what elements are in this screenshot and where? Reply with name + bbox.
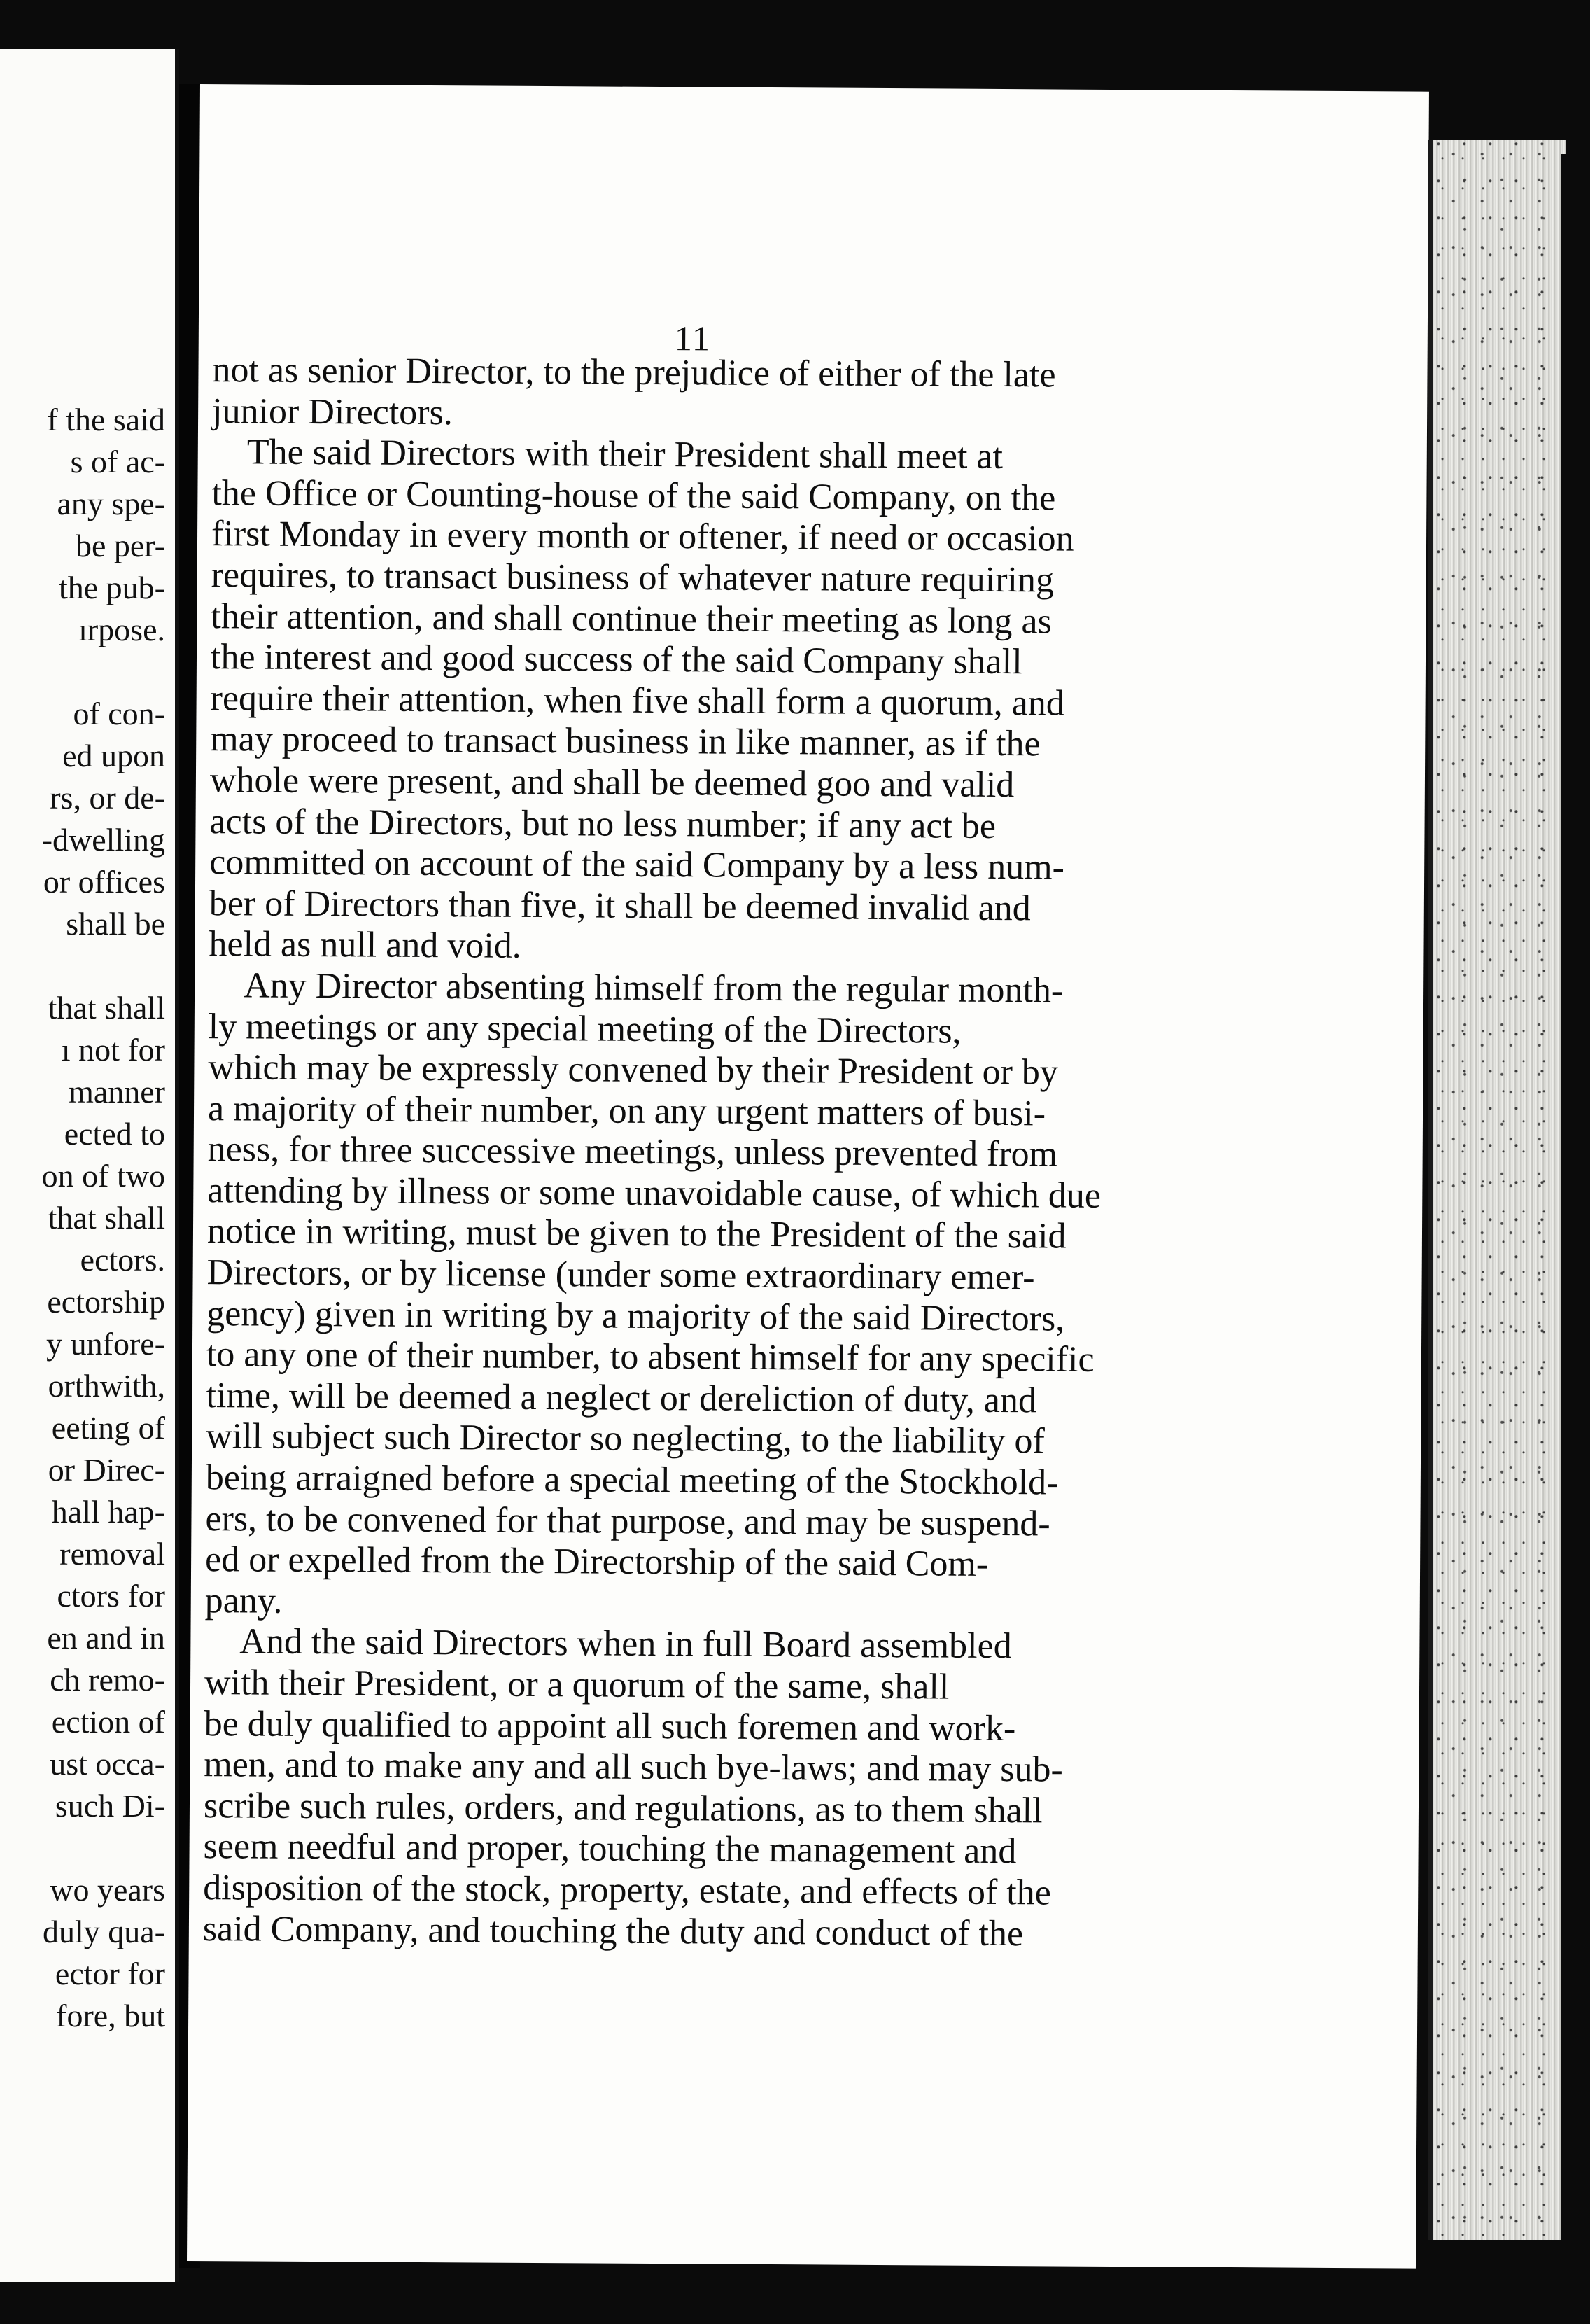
text-line: first Monday in every month or oftener, if need or occasion: [211, 514, 1074, 560]
text-line: men, and to make any and all such bye-laws; and may sub-: [204, 1744, 1063, 1790]
left-page-line: be per-: [75, 528, 165, 564]
left-page-line: duly qua-: [42, 1914, 165, 1949]
right-page: [187, 84, 1429, 2269]
left-page-line: fore, but: [56, 1998, 165, 2033]
text-line: being arraigned before a special meeting of the Stockhold-: [205, 1457, 1059, 1503]
text-line: notice in writing, must be given to the President of the said: [206, 1211, 1067, 1257]
left-page-line: [0, 945, 165, 987]
left-page-line: on of two: [41, 1158, 165, 1194]
left-page-line: removal: [59, 1536, 165, 1572]
left-page-line: any spe-: [57, 486, 165, 522]
text-line: ed or expelled from the Directorship of the said Com-: [204, 1539, 989, 1585]
left-page-line: [0, 651, 165, 693]
text-line: ness, for three successive meetings, unless prevented from: [207, 1129, 1058, 1175]
page-edges: [1428, 140, 1566, 2240]
text-line: requires, to transact business of whatever nature requiring: [211, 555, 1055, 601]
page-number: 11: [674, 318, 712, 358]
text-line: not as senior Director, to the prejudice of either of the late: [212, 350, 1056, 396]
text-line: a majority of their number, on any urgent matters of busi-: [207, 1088, 1046, 1134]
left-page-line: or Direc-: [48, 1452, 165, 1488]
text-line: to any one of their number, to absent himself for any specific: [206, 1334, 1095, 1380]
left-page-line: -dwelling: [41, 822, 165, 858]
text-line: the Office or Counting-house of the said Company, on the: [211, 472, 1056, 519]
left-page-line: ırpose.: [78, 612, 165, 648]
text-line: disposition of the stock, property, estate, and effects of the: [203, 1868, 1051, 1913]
text-line: gency) given in writing by a majority of the said Directors,: [206, 1293, 1065, 1339]
left-page-line: ch remo-: [50, 1662, 165, 1698]
left-page-line: ectors.: [80, 1242, 165, 1278]
text-line: scribe such rules, orders, and regulations, as to them shall: [203, 1785, 1043, 1831]
text-line: will subject such Director so neglecting, to the liability of: [206, 1416, 1045, 1462]
left-page-line: hall hap-: [51, 1494, 165, 1530]
text-line: ers, to be convened for that purpose, and may be suspend-: [205, 1498, 1050, 1544]
left-page-line: f the said: [47, 402, 165, 438]
left-page-line: rs, or de-: [50, 780, 165, 816]
left-page-line: such Di-: [55, 1788, 165, 1823]
left-page-line: eeting of: [51, 1410, 165, 1446]
text-line: whole were present, and shall be deemed goo and valid: [209, 760, 1015, 806]
text-line: attending by illness or some unavoidable cause, of which due: [207, 1170, 1102, 1216]
edge-texture: [1433, 140, 1566, 2240]
left-page-line: the pub-: [58, 570, 165, 606]
left-page-line: en and in: [47, 1620, 165, 1656]
left-page-line: or offices: [43, 864, 165, 899]
left-page-line: [0, 1827, 165, 1869]
left-page-line: ection of: [51, 1704, 165, 1740]
left-page-line: ctors for: [57, 1578, 165, 1614]
text-line: time, will be deemed a neglect or dereliction of duty, and: [206, 1375, 1037, 1421]
left-page-line: ector for: [55, 1956, 165, 1991]
text-line: held as null and void.: [209, 924, 521, 967]
text-line: Directors, or by license (under some extraordinary emer-: [206, 1252, 1035, 1298]
text-line: may proceed to transact business in like manner, as if the: [210, 719, 1041, 764]
left-page: [0, 49, 179, 2282]
text-line: with their President, or a quorum of the same, shall: [204, 1662, 950, 1707]
left-page-line: of con-: [73, 696, 165, 732]
left-page-text: [0, 399, 165, 2037]
text-line: said Company, and touching the duty and conduct of the: [202, 1908, 1024, 1954]
page-body-text: [203, 350, 1179, 1956]
text-line: committed on account of the said Company by a less num-: [209, 842, 1065, 888]
left-page-line: wo years: [50, 1872, 165, 1907]
text-line: The said Directors with their President shall meet at: [246, 432, 1004, 477]
text-line: acts of the Directors, but no less number; if any act be: [209, 801, 997, 846]
left-page-line: ust occa-: [50, 1746, 165, 1782]
left-page-line: that shall: [48, 990, 165, 1026]
left-page-line: s of ac-: [70, 444, 165, 479]
left-page-line: orthwith,: [48, 1368, 165, 1404]
text-line: ly meetings or any special meeting of the Directors,: [208, 1006, 962, 1051]
text-line: And the said Directors when in full Board assembled: [239, 1621, 1012, 1667]
background-edge: [1561, 154, 1590, 2254]
left-page-line: manner: [69, 1074, 165, 1110]
left-page-line: that shall: [48, 1200, 165, 1236]
text-line: ber of Directors than five, it shall be deemed invalid and: [209, 883, 1031, 928]
text-line: seem needful and proper, touching the management and: [203, 1826, 1017, 1872]
left-page-line: shall be: [66, 906, 165, 941]
text-line: require their attention, when five shall form a quorum, and: [210, 678, 1064, 724]
text-line: Any Director absenting himself from the regular month-: [243, 965, 1064, 1011]
text-line: the interest and good success of the said Company shall: [210, 637, 1022, 682]
text-line: be duly qualified to appoint all such foremen and work-: [204, 1703, 1016, 1749]
left-page-line: ı not for: [61, 1032, 165, 1068]
left-page-line: ected to: [64, 1116, 165, 1152]
text-line: their attention, and shall continue their meeting as long as: [211, 596, 1052, 642]
left-page-line: y unfore-: [46, 1326, 165, 1362]
text-line: pany.: [204, 1580, 283, 1621]
left-page-line: ed upon: [62, 738, 165, 774]
left-page-line: ectorship: [47, 1284, 165, 1320]
text-line: which may be expressly convened by their President or by: [208, 1047, 1059, 1093]
text-line: junior Directors.: [211, 391, 453, 433]
